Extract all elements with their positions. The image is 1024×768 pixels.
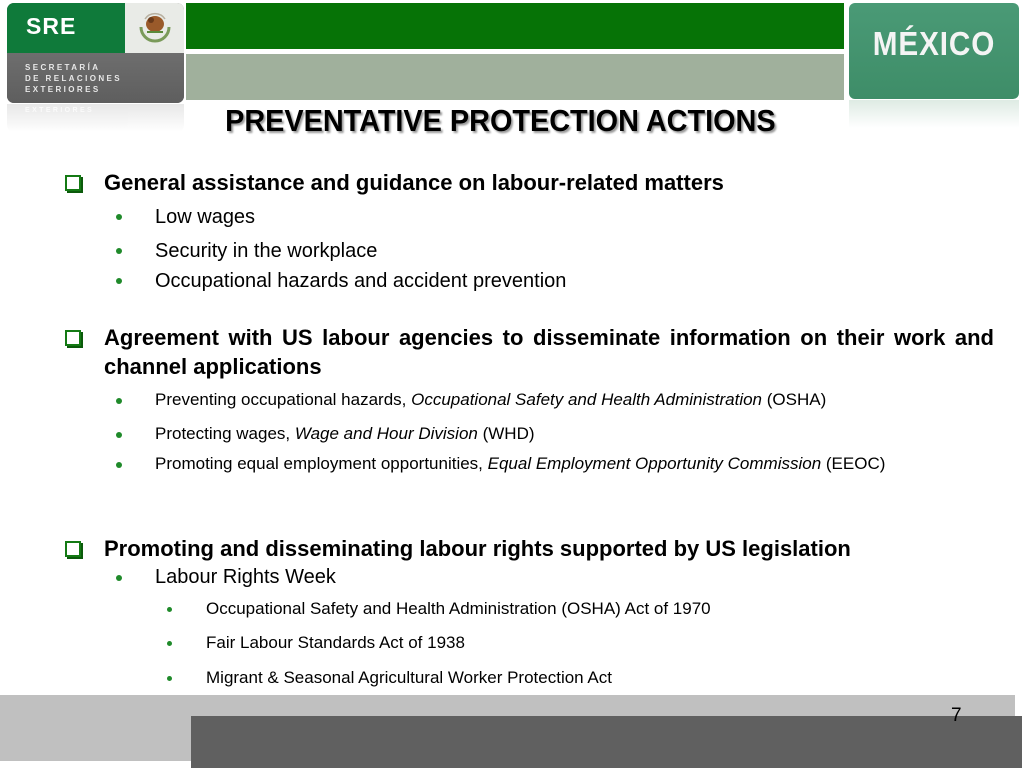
agency-name: Wage and Hour Division xyxy=(294,424,478,443)
slide-title: PREVENTATIVE PROTECTION ACTIONS xyxy=(225,103,776,138)
coat-of-arms-panel xyxy=(125,3,184,53)
bullet-icon xyxy=(116,248,122,254)
list-item xyxy=(155,449,994,479)
list-item xyxy=(155,385,994,415)
sre-full-name xyxy=(25,62,122,95)
header-gray-bar xyxy=(186,54,844,100)
mexico-logo-text: MÉXICO xyxy=(872,25,996,62)
sre-reflection-text: EXTERIORES xyxy=(25,107,95,114)
agency-acronym: (WHD) xyxy=(477,424,535,443)
sre-logo-gray-panel xyxy=(7,53,184,103)
list-item xyxy=(155,419,994,449)
item-text: Protecting wages, xyxy=(155,424,295,443)
mexican-coat-of-arms-icon xyxy=(137,9,173,45)
bullet-icon xyxy=(116,278,122,284)
header-green-bar xyxy=(186,3,844,49)
footer-dark-band xyxy=(191,716,1022,768)
section-heading: Agreement with US labour agencies to disseminate information on their work and channel applications xyxy=(104,325,994,379)
list-subitem: Fair Labour Standards Act of 1938 xyxy=(206,633,465,652)
agency-name: Equal Employment Opportunity Commission xyxy=(487,454,822,473)
bullet-icon xyxy=(167,641,172,646)
list-item: Occupational hazards and accident prevention xyxy=(155,270,567,292)
section-heading: Promoting and disseminating labour rights supported by US legislation xyxy=(104,536,851,561)
sre-logo-green-panel xyxy=(7,3,125,53)
list-item: Labour Rights Week xyxy=(155,566,336,588)
list-subitem: Occupational Safety and Health Administration (OSHA) Act of 1970 xyxy=(206,599,711,618)
list-subitem: Migrant & Seasonal Agricultural Worker Protection Act xyxy=(206,668,612,687)
mexico-logo xyxy=(849,3,1019,99)
agency-acronym: (EEOC) xyxy=(821,454,886,473)
bullet-icon xyxy=(116,398,122,404)
sre-abbreviation: SRE xyxy=(26,13,77,39)
sre-name-line-1: SECRETARÍA xyxy=(25,63,101,72)
checkbox-bullet-icon xyxy=(65,330,81,346)
sre-logo xyxy=(7,3,184,103)
checkbox-bullet-icon xyxy=(65,541,81,557)
page-number: 7 xyxy=(951,705,962,726)
sre-name-line-2: DE RELACIONES xyxy=(25,74,122,83)
bullet-icon xyxy=(116,575,122,581)
section-heading: General assistance and guidance on labour-related matters xyxy=(104,170,724,195)
item-text: Preventing occupational hazards, xyxy=(155,390,412,409)
agency-acronym: (OSHA) xyxy=(762,390,827,409)
bullet-icon xyxy=(116,432,122,438)
item-text: Promoting equal employment opportunities, xyxy=(155,454,488,473)
list-item: Low wages xyxy=(155,206,256,228)
bullet-icon xyxy=(116,462,122,468)
list-item: Security in the workplace xyxy=(155,240,378,262)
bullet-icon xyxy=(167,607,172,612)
sre-name-line-3: EXTERIORES xyxy=(25,85,101,94)
bullet-icon xyxy=(116,214,122,220)
checkbox-bullet-icon xyxy=(65,175,81,191)
bullet-icon xyxy=(167,676,172,681)
agency-name: Occupational Safety and Health Administration xyxy=(411,390,763,409)
